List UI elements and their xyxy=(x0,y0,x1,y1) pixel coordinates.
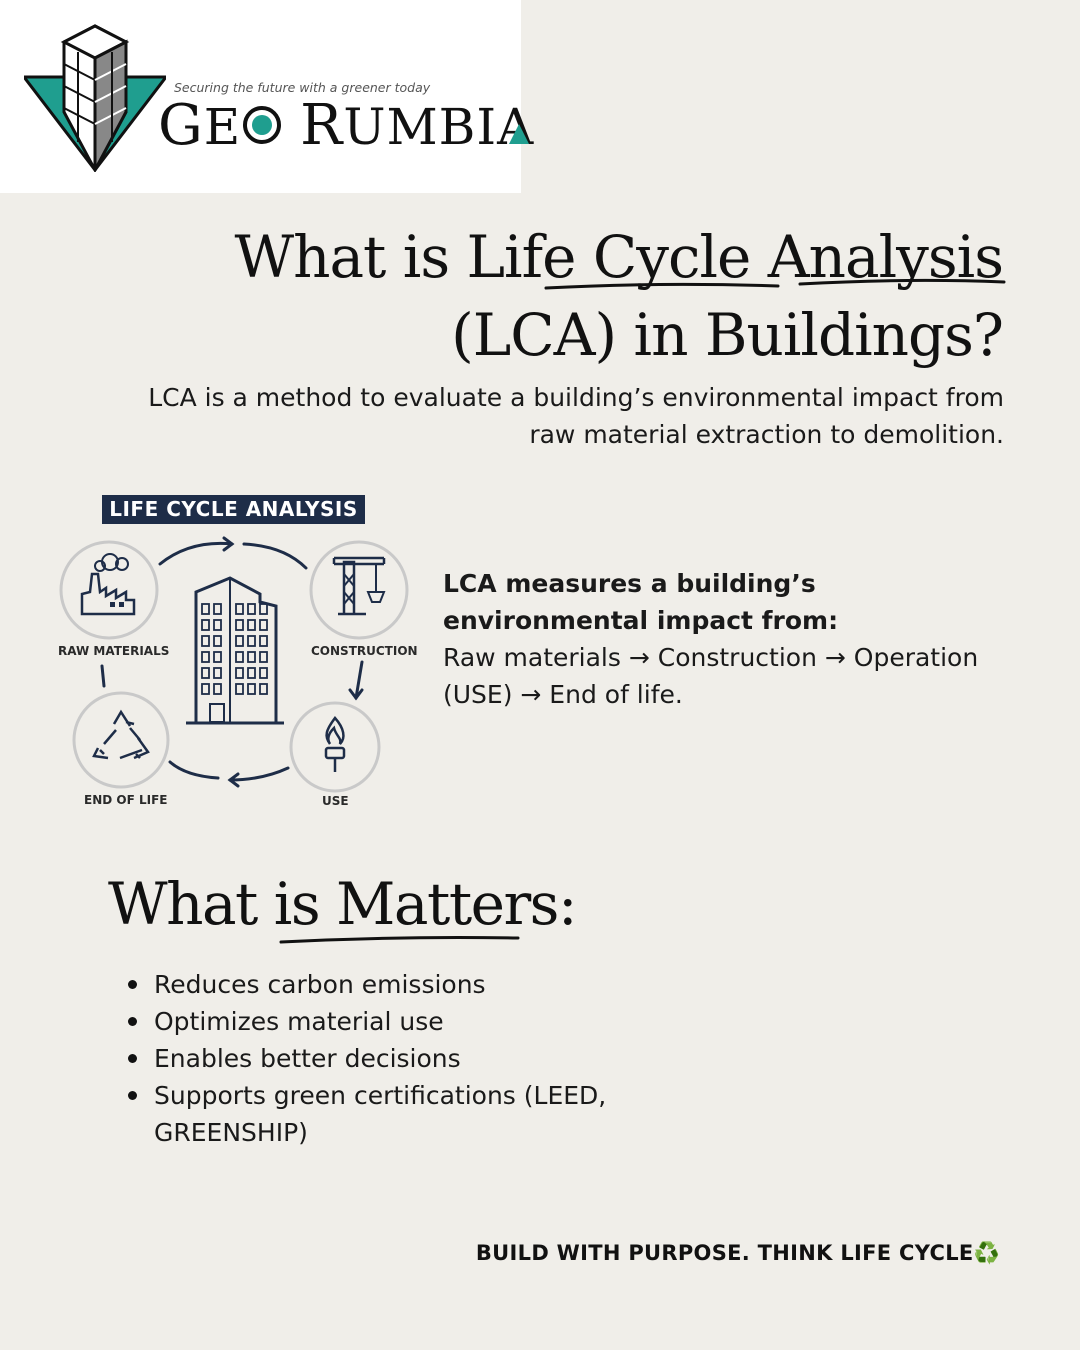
building-window xyxy=(202,604,209,614)
title-underline-icon xyxy=(538,272,1008,294)
building-window xyxy=(260,668,267,678)
brand-o-icon xyxy=(243,106,281,144)
list-item: Optimizes material use xyxy=(128,1003,628,1040)
recycle-icon: ♻️ xyxy=(973,1241,1000,1265)
matters-underline-icon xyxy=(278,928,523,948)
building-window xyxy=(214,604,221,614)
lca-measures xyxy=(443,565,1023,713)
building-window xyxy=(214,620,221,630)
measures-flow: Raw materials → Construction → Operation (USE) → End of life. xyxy=(443,643,979,709)
building-window xyxy=(214,636,221,646)
building-window xyxy=(214,652,221,662)
building-windows xyxy=(202,604,267,694)
brand-name xyxy=(158,93,535,158)
life-cycle-diagram xyxy=(50,492,420,817)
matters-title: What is Matters: xyxy=(108,870,576,938)
building-window xyxy=(214,668,221,678)
cycle-arrows-icon xyxy=(102,538,362,786)
building-window xyxy=(248,684,255,694)
building-window xyxy=(236,636,243,646)
measures-heading: LCA measures a building’s environmental impact from: xyxy=(443,569,839,635)
end-of-life-icon xyxy=(74,693,168,787)
construction-icon xyxy=(311,542,407,638)
title-line-2: (LCA) in Buildings? xyxy=(451,301,1003,369)
building-window xyxy=(260,620,267,630)
footer-slogan xyxy=(476,1241,1000,1266)
building-window xyxy=(202,668,209,678)
building-window xyxy=(260,652,267,662)
building-window xyxy=(202,620,209,630)
raw-materials-icon xyxy=(61,542,157,638)
building-window xyxy=(202,652,209,662)
building-window xyxy=(248,652,255,662)
building-window xyxy=(236,620,243,630)
building-window xyxy=(202,636,209,646)
brand-letter-a: A xyxy=(497,98,535,156)
geo-rumbia-logo-icon xyxy=(24,22,166,172)
building-icon xyxy=(186,578,284,723)
stage-label-end-of-life: END OF LIFE xyxy=(84,793,168,807)
benefits-list xyxy=(128,966,628,1151)
building-window xyxy=(260,684,267,694)
building-window xyxy=(236,668,243,678)
building-window xyxy=(248,604,255,614)
page-title xyxy=(235,218,1004,374)
title-line-1: What is Life Cycle Analysis xyxy=(234,223,1003,291)
building-window xyxy=(248,636,255,646)
building-window xyxy=(248,668,255,678)
stage-label-raw-materials: RAW MATERIALS xyxy=(58,644,170,658)
building-window xyxy=(202,684,209,694)
use-icon xyxy=(291,703,379,791)
brand-letter-g: G xyxy=(158,93,204,158)
logo-panel xyxy=(0,0,535,193)
intro-text: LCA is a method to evaluate a building’s environmental impact from raw material extraction to demolition. xyxy=(148,383,1004,449)
building-window xyxy=(236,604,243,614)
list-item: Enables better decisions xyxy=(128,1040,628,1077)
building-window xyxy=(214,684,221,694)
diagram-title: LIFE CYCLE ANALYSIS xyxy=(109,497,358,521)
list-item: Reduces carbon emissions xyxy=(128,966,628,1003)
brand-letters-umbi: UMBI xyxy=(343,98,498,156)
building-window xyxy=(260,636,267,646)
building-window xyxy=(236,684,243,694)
stage-label-construction: CONSTRUCTION xyxy=(311,644,418,658)
building-window xyxy=(248,620,255,630)
brand-letter-e: E xyxy=(203,98,242,156)
building-window xyxy=(236,652,243,662)
brand-tagline: Securing the future with a greener today xyxy=(174,80,431,95)
list-item: Supports green certifications (LEED, GREENSHIP) xyxy=(128,1077,628,1151)
building-window xyxy=(260,604,267,614)
footer-text: BUILD WITH PURPOSE. THINK LIFE CYCLE xyxy=(475,1241,974,1265)
stage-label-use: USE xyxy=(322,794,349,808)
brand-letter-r: R xyxy=(300,93,344,158)
